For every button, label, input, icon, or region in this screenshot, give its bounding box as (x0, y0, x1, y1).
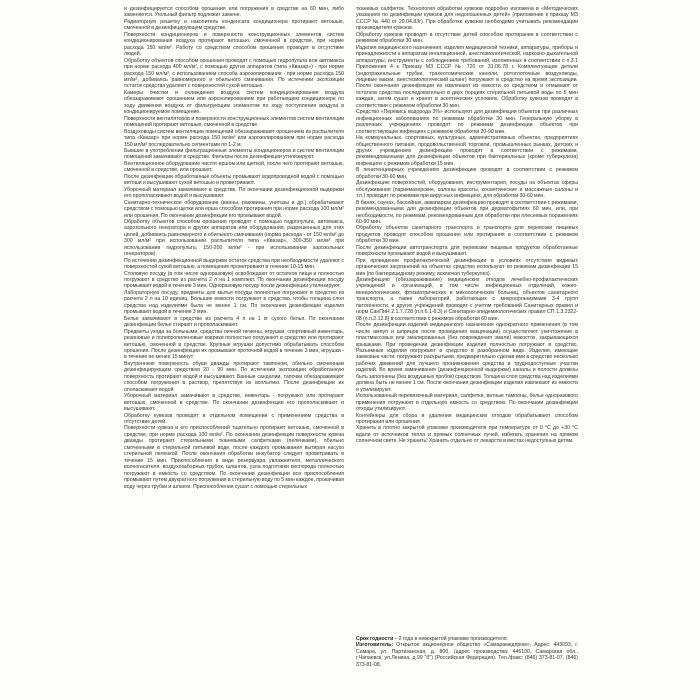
paragraph: Уборочный материал замачивают в средстве. По окончании дезинфекционной выдержки его прополаскивают водой и высушивают. (124, 186, 344, 200)
paragraph: По истечении дезинфекционной выдержки остаток средства при необходимости удаляют с поверхностей сухой ветошью, а помещение проветривают в течение 10-15 мин. (124, 257, 344, 271)
paragraph: Внутреннюю поверхность обуви дважды протирают тампоном, обильно смоченным дезинфицирующим средством 20 - 90 мин. По истечении экспозиции обработанную поверхность протирают водой и высушивают. Банные сандалии, тапочки обеззараживают способом погружения в раствор, препятствуя их всплытию. После дезинфекции их ополаскивают водой. (124, 360, 344, 393)
paragraph: Поверхности кондиционеров и поверхности конструкционных элементов систем кондиционирования воздуха протирают ветошью, смоченной в средстве, при норме расхода 150 мл/м². Работу со средством способом орошения проводят в отсутствие людей. (124, 31, 344, 58)
paragraph: Контейнеры для сбора и удаления медицинских отходов обрабатывают способом протирания или орошения. (356, 412, 578, 425)
paragraph: Дезинфекцию поверхностей, оборудования, инструментария, посуды на объектах сферы обслуживания (парикмахерские, салоны красоты, косметические и массажные салоны и т.п.) проводят по режимам при вирусных инфекциях, для обработки 30-60 мин. (356, 180, 578, 200)
paragraph: Средство «Перекись водорода 3%» используют для дезинфекции объектов при различных инфекционных заболеваниях по режимам обработки 30 мин. Генеральную уборку в различных учреждениях проводят по режимам дезинфекции объектов при соответствующих инфекциях с режимом обработки 20-90 мин. (356, 109, 578, 135)
left-text-column (124, 6, 344, 696)
manufacturer-label: Изготовитель: (356, 642, 394, 649)
paragraph: Обработку кувезов проводят в отдельном помещении с применением средства в отсутствие детей. (124, 412, 344, 425)
paragraph: Бывшие в употреблении фильтрационные элементы кондиционеров и систем вентиляции помещений замачивают в средстве. Фильтры после дезинфекции утилизируют. (124, 147, 344, 161)
paragraph: и дезинфицируется способом орошения или погружения в средстве на 60 мин, либо заменяется. Угольный фильтр подлежит замене. (124, 6, 344, 19)
paragraph: тканевых салфеток. Технология обработки кувезов подробно изложена в «Методических указаниях по дезинфекции кувезов для недоношенных детей» (приложение к приказу МЗ СССР № 440 от 20.04.83г). При обработке кувезов необходимо учитывать рекомендации производителя кувезов. (356, 6, 578, 32)
paragraph: Поверхности вентиляторов и поверхности конструкционных элементов систем вентиляции помещений протирают ветошью, смоченной в средстве. (124, 115, 344, 129)
paragraph: Обработку объектов способом орошения проводят с помощью гидропульта, автомакса, аэрозольного генератора и других аппаратов или оборудования, разрешенных для этих целей, добиваясь равномерного и обильного смачивания (норма расхода - от 150 мл/м² до 300 мл/м² при использовании распылителя типа «Квазар», 300-350 мл/м² при использовании гидропульта, 150-200 мл/м² - при использовании аэрозольных генераторов). (124, 218, 344, 258)
paragraph: Предметы ухода за больными, средства личной гигиены, игрушки, спортивный инвентарь, резиновые и полипропиленовые коврики полностью погружают в средство или протирают ветошью, смоченной в средстве. Крупные игрушки допустимо обрабатывать способом орошения. После дезинфекции их промывают проточной водой в течение 3 мин, игрушки - в течение не менее 15 минут. (124, 328, 344, 361)
paragraph: Дезинфекцию (обеззараживание) медицинских отходов лечебно-профилактических учреждений и организаций, в том числе инфекционных отделений, кожно-венерологических, фтизиатрических и микологических больниц, объектов санитарного транспорта, а также лабораторий, работающих с микроорганизмами 3-4 групп патогенности, и других учреждений проводят с учетом требований Санитарных правил и норм СанПиН 2.1.7.728 (п.п.6.1-6.3) и Санитарно-эпидемиологических правил СП 1.3.2322-08 (п.п.2.12.8) в соответствии с режимом обработки 60 мин. (356, 277, 578, 322)
manufacturer-text: Открытое акционерное общество «Самарамедпром», Адрес: 443093, г. Самара, ул. Партизанская, д. 80б, (адрес производства: 446100, Самарская обл., г.Чапаевск, ул.Ленина, д.99 "б") (Российская Федерация). Тел./факс: (846) 373-81-07, (846) 373-81-08. (356, 642, 578, 668)
paragraph: После дезинфекции обработанные объекты промывают водопроводной водой с помощью ветоши и высушивают сухой ветошью и проветривают. (124, 173, 344, 187)
paragraph: На коммунальных, спортивных, культурных, административных объектах, предприятиях общественного питания, продовольственной торговли, промышленных рынках, детских и других учреждениях дезинфекцию проводят в соответствии с режимами, рекомендованными для дезинфекции объектов при бактериальных (кроме туберкулеза) инфекциях с режимом обработки 15 мин. (356, 135, 578, 167)
paragraph: В банях, саунах, бассейнах, аквапарках дезинфекцию проводят в соответствии с режимами, рекомендованными для дезинфекции объектов при дерматофитиях 60 мин, или, при необходимости, по режимам, рекомендованным для обработки при плесневых поражениях 60-90 мин. (356, 199, 578, 225)
paragraph: Обработку объектов способом орошения проводят с помощью гидропульта или автомакса при норме расхода 400 мл/м², с помощью других аппаратов (типа «Квазар») - при норме расхода 150 мл/м², с использованием способа аэрозолирования - при норме расхода 150 мл/м², добиваясь равномерного и обильного смачивания. По истечении экспозиции остаток средства удаляют с поверхностей сухой ветошью. (124, 57, 344, 90)
paragraph: Поверхности кувеза и его приспособлений тщательно протирают ветошью, смоченной в средстве, при норме расхода 100 мл/м². По окончании дезинфекции поверхности кувеза дважды протирают стерильными тканевыми салфетками (пеленками), обильно смоченными в стерильной питьевой воде, после каждого промывания вытирая насухо стерильной пеленкой. После окончания обработки инкубатор следует проветривать в течение 15 мин. Приспособления в виде резервуара увлажнителя, металлического волногасителя, воздухозаборных трубок, шлангов, узла подготовки кислорода полностью погружают в емкость со средством. По окончании дезинфекции все приспособления промывают путем двукратного погружения в стерильную воду по 5 мин каждое, прокачивая воду через трубки и шланги. Приспособления сушат с помощью стерильных (124, 425, 344, 490)
paragraph: Белье замачивают в средстве из расчета 4 л на 1 кг сухого белья. По окончании дезинфекции белье стирают и прополаскивают. (124, 315, 344, 329)
paragraph: Столовую посуду (в том числе одноразовую) освобождают от остатков пищи и полностью погружают в средство из расчета 2 л на 1 комплект. По окончании дезинфекции посуду промывают водой в течение 3 мин. Одноразовую посуду после дезинфекции утилизируют. (124, 270, 344, 290)
shelf-life-label: Срок годности (356, 636, 394, 642)
paragraph: Радиаторную решетку и накопитель конденсата кондиционера протирают ветошью, смоченной в дезинфицирующем средстве. (124, 18, 344, 32)
paragraph: Изделия медицинского назначения, изделия медицинской техники, аппаратуры, приборы и принадлежности к аппаратам ингаляционной, анестезиологической, наркозно-дыхательной аппаратуры, инструменты с соблюдением требований, изложенных в соответствии с п.3.1 Приложения 4 к Приказу МЗ СССР № 720 от 31.06.78 г. Комплектующие детали (эндотрахеальные трубки, трахеотомические канюли, ротоглоточные воздуховоды, лицевые маски, анестезиологический шланг) погружают в средство на время экспозиции. После окончания дезинфекции их извлекают из емкости со средством и отмывают от остатков средства последовательно в двух порциях стерильной питьевой воды по 5 мин каждая, затем сушат и хранят в асептических условиях. Обработку кувезов проводят в соответствии с режимом обработки 30 мин. (356, 44, 578, 109)
paragraph: Обработку кувезов проводят в отсутствие детей способом протирания в соответствии с режимом обработки 30 мин. (356, 31, 578, 45)
paragraph: Хранить в плотно закрытой упаковке производителя при температуре от 0 °С до +30 °С вдали от источников тепла и прямых солнечных лучей, избегать хранения на прямом солнечном свете. Не хранить! Хранить отдельно от лекарств в местах недоступных детям. (356, 425, 578, 445)
product-info-footer (356, 636, 578, 696)
paragraph: После дезинфекции изделий медицинского назначения однократного применения (в том числе ампул и шприцов после проведения вакцинации) осуществляют уничтожение в пластмассовых или эмалированных (без повреждения эмали) емкостях, закрывающихся крышками. При проведении дезинфекции изделия полностью погружают в средство. Разъемные изделия погружают в средство в разобранном виде. Изделия, имеющие замковые части, погружают раскрытыми, предварительно сделав ими в средстве несколько рабочих движений для лучшего проникновения средства в труднодоступные участки изделий. Во время замачивания (дезинфекционной выдержки) каналы и полости должны быть заполнены (без воздушных пробок) средством. Толщина слоя средства над изделиями должна быть не менее 1 см. После окончания дезинфекции изделия извлекают из емкости и утилизируют. (356, 322, 578, 393)
paragraph: Санитарно-техническое оборудование (ванны, раковины, унитазы и др.) обрабатывают средством с помощью щетки или ерша способом протирания при норме расхода 100 мл/м² или орошения. По окончании дезинфекции его промывают водой. (124, 199, 344, 219)
paragraph: Уборочный материал замачивают в средстве, инвентарь - погружают или протирают ветошью, смоченной в средстве. По окончании дезинфекции его прополаскивают и высушивают. (124, 393, 344, 413)
paragraph: Лабораторную посуду, предметы для мытья посуды полностью погружают в средство из расчета 2 л на 10 единиц. Большие емкости погружают в средство, чтобы толщина слоя средства над изделиями была не менее 1 см. По окончании дезинфекции изделия промывают водой в течение 3 мин. (124, 289, 344, 316)
paragraph: Камеры очистки и охлаждения воздуха систем кондиционирования воздуха обеззараживают орошением или аэрозолированием при работающем кондиционере по ходу движения воздуха от фильтрующим элементом по ходу поступления воздуха в кондиционируемое помещение. (124, 89, 344, 116)
paragraph: В пенитенциарных учреждениях дезинфекцию проводят в соответствии с режимом обработки 30-60 мин. (356, 167, 578, 180)
paragraph: После дезинфекции автотранспорта для перевозки пищевых продуктов обработанные поверхности промывают водой и высушивают. (356, 244, 578, 258)
shelf-life-text: – 2 года в невскрытой упаковке производителя. (393, 636, 508, 642)
paragraph: Вентиляционное оборудование чистят ершом или щеткой, после чего протирают ветошью, смоченной в средстве, или орошают. (124, 160, 344, 174)
paragraph: При проведении профилактической дезинфекции в условиях отсутствия видимых органических загрязнений на объектах средство используют по режимам дезинфекции 15 мин (по бактерицидному режиму, исключая туберкулез). (356, 257, 578, 277)
manufacturer-paragraph (356, 642, 578, 668)
paragraph: Использованный перевязочный материал, салфетки, ватные тампоны, белье одноразового применения погружают в отдельную емкость со средством. По окончании дезинфекции отходы утилизируют. (356, 393, 578, 413)
right-text-column (356, 6, 578, 634)
paragraph: Обработку объектов санитарного транспорта и транспорта для перевозки пищевых продуктов проводят способом орошения или протирания в соответствии с режимом обработки 30 мин. (356, 225, 578, 245)
paragraph: Воздуховоды систем вентиляции помещений обеззараживают орошением из распылителя типа «Квазар» при норме расхода 150 мл/м² или аэрозолированием при норме расхода 150 мл/м² последовательно сегментами по 1-2 м. (124, 128, 344, 148)
